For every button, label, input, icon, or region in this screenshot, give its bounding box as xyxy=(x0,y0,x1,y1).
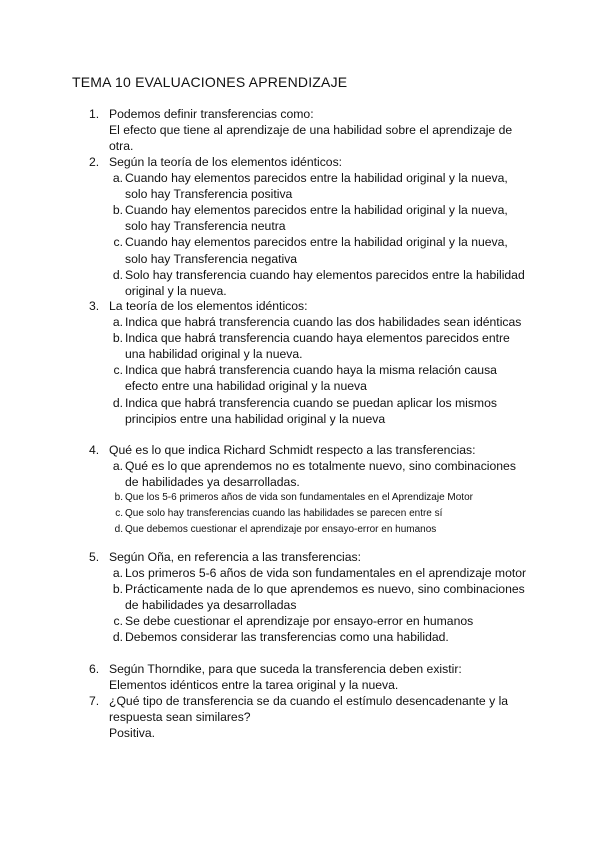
option-letter: c. xyxy=(113,363,123,378)
question-number: 3. xyxy=(89,299,100,313)
option-letter: c. xyxy=(113,614,123,629)
option-text: Que debemos cuestionar el aprendizaje por ensayo-error en humanos xyxy=(125,524,437,536)
question-number: 4. xyxy=(89,443,100,457)
option-text: Que solo hay transferencias cuando las habilidades se parecen entre sí xyxy=(125,508,443,520)
question-number: 6. xyxy=(89,662,100,676)
question-text: Según la teoría de los elementos idénticos: xyxy=(109,155,343,169)
option-item xyxy=(89,234,529,266)
option-text: Que los 5-6 primeros años de vida son fundamentales en el Aprendizaje Motor xyxy=(125,492,473,504)
option-item xyxy=(89,613,529,629)
option-text: Cuando hay elementos parecidos entre la habilidad original y la nueva, solo hay Transferencia neutra xyxy=(125,203,508,234)
option-letter: b. xyxy=(112,582,123,597)
option-text: Indica que habrá transferencia cuando haya la misma relación causa efecto entre una habilidad original y la nueva xyxy=(125,363,497,394)
option-text: Solo hay transferencia cuando hay elementos parecidos entre la habilidad original y la nueva. xyxy=(125,267,525,298)
option-text: Indica que habrá transferencia cuando se puedan aplicar los mismos principios entre una habilidad original y la nueva xyxy=(125,395,497,426)
option-text: Cuando hay elementos parecidos entre la habilidad original y la nueva, solo hay Transferencia positiva xyxy=(125,171,508,202)
option-letter: b. xyxy=(112,331,123,346)
option-text: Prácticamente nada de lo que aprendemos es nuevo, sino combinaciones de habilidades ya desarrolladas xyxy=(125,582,525,613)
option-letter: a. xyxy=(112,171,123,186)
option-list xyxy=(89,170,529,299)
option-text: Debemos considerar las transferencias como una habilidad. xyxy=(125,630,449,645)
option-text: Los primeros 5-6 años de vida son fundamentales en el aprendizaje motor xyxy=(125,566,527,581)
question-4 xyxy=(89,442,529,538)
option-letter: a. xyxy=(112,566,123,581)
question-answer: El efecto que tiene al aprendizaje de una habilidad sobre el aprendizaje de otra. xyxy=(109,123,513,154)
question-text: ¿Qué tipo de transferencia se da cuando el estímulo desencadenante y la respuesta sean similares? xyxy=(109,694,509,725)
question-2 xyxy=(89,154,529,299)
question-number: 2. xyxy=(89,155,100,169)
question-text: Podemos definir transferencias como: xyxy=(109,107,314,121)
option-item xyxy=(89,506,529,522)
option-letter: d. xyxy=(114,524,123,536)
option-text: Qué es lo que aprendemos no es totalmente nuevo, sino combinaciones de habilidades ya desarrolladas. xyxy=(125,459,516,490)
option-letter: a. xyxy=(112,459,123,474)
question-text: Según Oña, en referencia a las transferencias: xyxy=(109,550,362,564)
question-number: 5. xyxy=(89,550,100,564)
option-letter: d. xyxy=(112,395,123,410)
question-5 xyxy=(89,549,529,646)
option-item xyxy=(89,565,529,581)
option-list xyxy=(89,314,529,427)
option-letter: a. xyxy=(112,315,123,330)
option-item xyxy=(89,522,529,538)
question-text: Qué es lo que indica Richard Schmidt respecto a las transferencias: xyxy=(109,443,476,457)
option-list xyxy=(89,565,529,645)
option-item xyxy=(89,395,529,427)
option-letter: c. xyxy=(113,235,123,250)
option-letter: b. xyxy=(112,203,123,218)
option-item xyxy=(89,458,529,490)
document-title: TEMA 10 EVALUACIONES APRENDIZAJE xyxy=(72,74,348,90)
option-item xyxy=(89,581,529,613)
option-item xyxy=(89,170,529,202)
option-letter: b. xyxy=(114,492,123,504)
question-number: 1. xyxy=(89,107,100,121)
question-text: Según Thorndike, para que suceda la transferencia deben existir: xyxy=(109,662,462,676)
option-text: Indica que habrá transferencia cuando haya elementos parecidos entre una habilidad original y la nueva. xyxy=(125,331,510,362)
option-item xyxy=(89,490,529,506)
question-6 xyxy=(89,661,529,693)
option-item xyxy=(89,330,529,362)
option-text: Indica que habrá transferencia cuando las dos habilidades sean idénticas xyxy=(125,315,522,330)
option-letter: d. xyxy=(112,630,123,645)
option-list xyxy=(89,458,529,538)
option-item xyxy=(89,202,529,234)
option-text: Cuando hay elementos parecidos entre la habilidad original y la nueva, solo hay Transferencia negativa xyxy=(125,235,508,266)
question-number: 7. xyxy=(89,694,100,708)
question-text: La teoría de los elementos idénticos: xyxy=(109,299,308,313)
option-letter: d. xyxy=(112,267,123,282)
question-7 xyxy=(89,693,529,741)
question-1 xyxy=(89,106,529,154)
option-item xyxy=(89,362,529,394)
option-letter: c. xyxy=(115,508,123,520)
option-item xyxy=(89,267,529,299)
question-3 xyxy=(89,298,529,427)
option-item xyxy=(89,314,529,330)
option-text: Se debe cuestionar el aprendizaje por ensayo-error en humanos xyxy=(125,614,474,629)
question-answer: Positiva. xyxy=(109,726,156,741)
option-item xyxy=(89,629,529,645)
question-answer: Elementos idénticos entre la tarea original y la nueva. xyxy=(109,678,399,693)
